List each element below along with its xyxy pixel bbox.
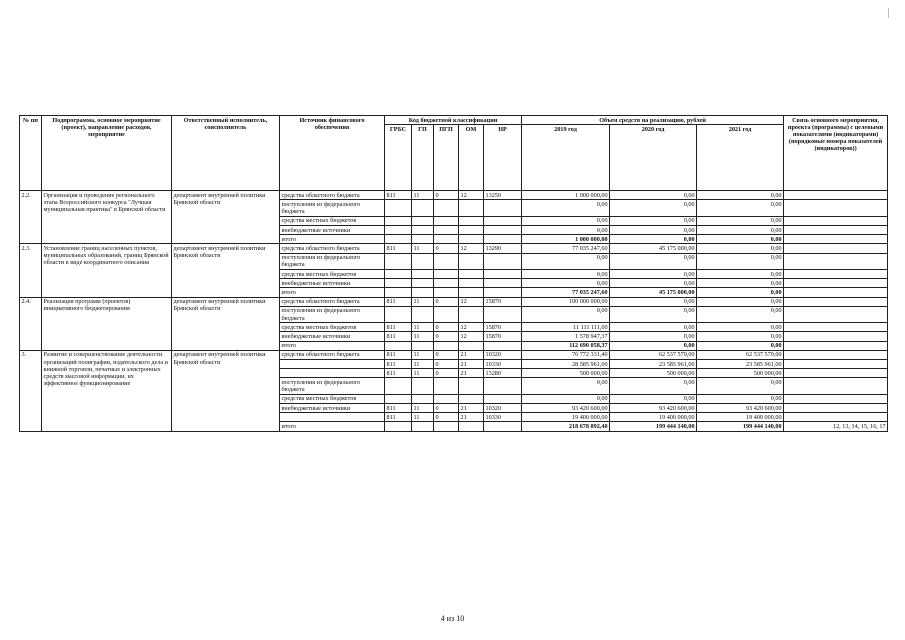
nr-cell bbox=[484, 341, 522, 350]
item-number: 2.3. bbox=[20, 244, 42, 297]
table-row bbox=[20, 297, 888, 306]
amount-2020-cell: 0,00 bbox=[610, 394, 697, 403]
pgp-cell bbox=[434, 341, 459, 350]
om-cell: 12 bbox=[459, 244, 484, 253]
amount-2019-cell: 0,00 bbox=[522, 394, 610, 403]
responsible-executor: департамент внутренней политики Брянской области bbox=[172, 244, 280, 297]
amount-2020-cell: 0,00 bbox=[610, 191, 697, 200]
amount-2021-cell: 19 400 000,00 bbox=[697, 413, 784, 422]
amount-2019-cell: 0,00 bbox=[522, 270, 610, 279]
grbs-cell bbox=[385, 200, 412, 216]
indicator-link-cell: 12, 13, 14, 15, 16, 17 bbox=[784, 422, 888, 431]
gp-cell: 11 bbox=[412, 413, 434, 422]
nr-cell: 13250 bbox=[484, 191, 522, 200]
indicator-link-cell bbox=[784, 253, 888, 269]
nr-cell: 10330 bbox=[484, 413, 522, 422]
indicator-link-cell bbox=[784, 279, 888, 288]
nr-cell bbox=[484, 270, 522, 279]
gp-cell bbox=[412, 235, 434, 244]
om-cell: 21 bbox=[459, 360, 484, 369]
header-2019: 2019 год bbox=[522, 125, 610, 191]
pgp-cell: 0 bbox=[434, 191, 459, 200]
table-row bbox=[20, 244, 888, 253]
grbs-cell bbox=[385, 422, 412, 431]
indicator-link-cell bbox=[784, 270, 888, 279]
amount-2021-cell: 0,00 bbox=[697, 288, 784, 297]
om-cell bbox=[459, 378, 484, 394]
grbs-cell bbox=[385, 279, 412, 288]
amount-2019-cell: 112 690 058,37 bbox=[522, 341, 610, 350]
amount-2019-cell: 93 420 600,00 bbox=[522, 404, 610, 413]
source-cell bbox=[280, 369, 385, 378]
pgp-cell: 0 bbox=[434, 413, 459, 422]
amount-2020-cell: 93 420 600,00 bbox=[610, 404, 697, 413]
nr-cell bbox=[484, 279, 522, 288]
amount-2019-cell: 1 578 947,37 bbox=[522, 332, 610, 341]
om-cell bbox=[459, 306, 484, 322]
source-cell: поступления из федерального бюджета bbox=[280, 200, 385, 216]
pgp-cell bbox=[434, 200, 459, 216]
grbs-cell bbox=[385, 270, 412, 279]
header-om: ОМ bbox=[459, 125, 484, 191]
amount-2020-cell: 45 175 000,00 bbox=[610, 288, 697, 297]
om-cell: 21 bbox=[459, 350, 484, 359]
table-row bbox=[20, 350, 888, 359]
amount-2020-cell: 62 537 579,00 bbox=[610, 350, 697, 359]
om-cell bbox=[459, 422, 484, 431]
nr-cell bbox=[484, 306, 522, 322]
amount-2021-cell: 0,00 bbox=[697, 191, 784, 200]
om-cell bbox=[459, 226, 484, 235]
om-cell bbox=[459, 235, 484, 244]
nr-cell: 13280 bbox=[484, 369, 522, 378]
activity-name: Реализация программ (проектов) инициативного бюджетирования bbox=[42, 297, 172, 350]
grbs-cell bbox=[385, 226, 412, 235]
amount-2019-cell: 500 000,00 bbox=[522, 369, 610, 378]
om-cell: 21 bbox=[459, 369, 484, 378]
header-source: Источник финансового обеспечения bbox=[280, 116, 385, 191]
nr-cell: 10320 bbox=[484, 350, 522, 359]
page-number: 4 из 10 bbox=[440, 614, 465, 623]
gp-cell bbox=[412, 200, 434, 216]
om-cell: 12 bbox=[459, 297, 484, 306]
indicator-link-cell bbox=[784, 216, 888, 225]
responsible-executor: департамент внутренней политики Брянской области bbox=[172, 350, 280, 431]
amount-2020-cell: 0,00 bbox=[610, 226, 697, 235]
pgp-cell bbox=[434, 279, 459, 288]
source-cell: средства местных бюджетов bbox=[280, 216, 385, 225]
grbs-cell: 811 bbox=[385, 297, 412, 306]
om-cell bbox=[459, 341, 484, 350]
budget-table bbox=[19, 115, 888, 432]
gp-cell: 11 bbox=[412, 297, 434, 306]
activity-name: Организация и проведение регионального этапа Всероссийского конкурса "Лучшая муниципальная практика" в Брянской области bbox=[42, 191, 172, 244]
indicator-link-cell bbox=[784, 413, 888, 422]
gp-cell: 11 bbox=[412, 332, 434, 341]
amount-2020-cell: 0,00 bbox=[610, 216, 697, 225]
amount-2020-cell: 19 400 000,00 bbox=[610, 413, 697, 422]
nr-cell bbox=[484, 422, 522, 431]
pgp-cell bbox=[434, 235, 459, 244]
scan-edge-mark bbox=[888, 8, 889, 18]
om-cell: 21 bbox=[459, 404, 484, 413]
header-nr: НР bbox=[484, 125, 522, 191]
gp-cell bbox=[412, 288, 434, 297]
amount-2021-cell: 23 585 961,00 bbox=[697, 360, 784, 369]
indicator-link-cell bbox=[784, 288, 888, 297]
amount-2020-cell: 500 000,00 bbox=[610, 369, 697, 378]
amount-2019-cell: 0,00 bbox=[522, 216, 610, 225]
amount-2019-cell: 0,00 bbox=[522, 200, 610, 216]
indicator-link-cell bbox=[784, 332, 888, 341]
indicator-link-cell bbox=[784, 341, 888, 350]
amount-2020-cell: 0,00 bbox=[610, 235, 697, 244]
amount-2021-cell: 0,00 bbox=[697, 216, 784, 225]
indicator-link-cell bbox=[784, 360, 888, 369]
pgp-cell bbox=[434, 306, 459, 322]
pgp-cell: 0 bbox=[434, 360, 459, 369]
source-cell: итого bbox=[280, 235, 385, 244]
gp-cell: 11 bbox=[412, 350, 434, 359]
source-cell: средства местных бюджетов bbox=[280, 270, 385, 279]
amount-2021-cell: 0,00 bbox=[697, 226, 784, 235]
amount-2021-cell: 0,00 bbox=[697, 200, 784, 216]
source-cell: поступления из федерального бюджета bbox=[280, 378, 385, 394]
gp-cell: 11 bbox=[412, 369, 434, 378]
pgp-cell: 0 bbox=[434, 297, 459, 306]
nr-cell bbox=[484, 394, 522, 403]
header-grbs: ГРБС bbox=[385, 125, 412, 191]
table-row bbox=[20, 191, 888, 200]
gp-cell: 11 bbox=[412, 404, 434, 413]
grbs-cell bbox=[385, 288, 412, 297]
indicator-link-cell bbox=[784, 323, 888, 332]
amount-2020-cell: 0,00 bbox=[610, 323, 697, 332]
activity-name: Развитие и совершенствование деятельности организаций полиграфии, издательского дела и книжной торговли, печатных и электронных средств массовой информации, их эффективное функционирование bbox=[42, 350, 172, 431]
amount-2021-cell: 0,00 bbox=[697, 323, 784, 332]
amount-2021-cell: 500 000,00 bbox=[697, 369, 784, 378]
grbs-cell: 811 bbox=[385, 332, 412, 341]
indicator-link-cell bbox=[784, 200, 888, 216]
om-cell: 21 bbox=[459, 413, 484, 422]
amount-2021-cell: 0,00 bbox=[697, 306, 784, 322]
nr-cell: 10330 bbox=[484, 360, 522, 369]
amount-2021-cell: 0,00 bbox=[697, 341, 784, 350]
amount-2020-cell: 45 175 000,00 bbox=[610, 244, 697, 253]
indicator-link-cell bbox=[784, 404, 888, 413]
gp-cell bbox=[412, 341, 434, 350]
table-body bbox=[20, 191, 888, 431]
amount-2020-cell: 0,00 bbox=[610, 279, 697, 288]
om-cell bbox=[459, 279, 484, 288]
source-cell: внебюджетные источники bbox=[280, 332, 385, 341]
om-cell bbox=[459, 216, 484, 225]
pgp-cell: 0 bbox=[434, 404, 459, 413]
source-cell: внебюджетные источники bbox=[280, 404, 385, 413]
indicator-link-cell bbox=[784, 394, 888, 403]
grbs-cell bbox=[385, 394, 412, 403]
amount-2019-cell: 1 000 000,00 bbox=[522, 191, 610, 200]
header-2021: 2021 год bbox=[697, 125, 784, 191]
amount-2021-cell: 0,00 bbox=[697, 394, 784, 403]
grbs-cell: 811 bbox=[385, 404, 412, 413]
header-budget-code-group: Код бюджетной классификации bbox=[385, 116, 522, 125]
gp-cell: 11 bbox=[412, 360, 434, 369]
amount-2020-cell: 0,00 bbox=[610, 297, 697, 306]
item-number: 2.4. bbox=[20, 297, 42, 350]
gp-cell: 11 bbox=[412, 323, 434, 332]
amount-2021-cell: 0,00 bbox=[697, 297, 784, 306]
grbs-cell bbox=[385, 235, 412, 244]
indicator-link-cell bbox=[784, 369, 888, 378]
pgp-cell bbox=[434, 226, 459, 235]
pgp-cell: 0 bbox=[434, 350, 459, 359]
amount-2020-cell: 0,00 bbox=[610, 332, 697, 341]
amount-2019-cell: 218 678 892,40 bbox=[522, 422, 610, 431]
pgp-cell bbox=[434, 378, 459, 394]
amount-2020-cell: 199 444 140,00 bbox=[610, 422, 697, 431]
amount-2019-cell: 0,00 bbox=[522, 279, 610, 288]
amount-2021-cell: 93 420 600,00 bbox=[697, 404, 784, 413]
nr-cell: 15870 bbox=[484, 332, 522, 341]
amount-2019-cell: 100 000 000,00 bbox=[522, 297, 610, 306]
pgp-cell bbox=[434, 394, 459, 403]
amount-2021-cell: 0,00 bbox=[697, 235, 784, 244]
nr-cell bbox=[484, 226, 522, 235]
grbs-cell bbox=[385, 378, 412, 394]
gp-cell: 11 bbox=[412, 191, 434, 200]
pgp-cell bbox=[434, 270, 459, 279]
grbs-cell: 811 bbox=[385, 350, 412, 359]
nr-cell: 15870 bbox=[484, 323, 522, 332]
amount-2019-cell: 0,00 bbox=[522, 378, 610, 394]
source-cell: итого bbox=[280, 341, 385, 350]
gp-cell bbox=[412, 226, 434, 235]
grbs-cell bbox=[385, 216, 412, 225]
grbs-cell: 811 bbox=[385, 191, 412, 200]
source-cell: поступления из федерального бюджета bbox=[280, 306, 385, 322]
om-cell: 12 bbox=[459, 191, 484, 200]
header-responsible: Ответственный исполнитель, соисполнитель bbox=[172, 116, 280, 191]
om-cell: 12 bbox=[459, 323, 484, 332]
header-row-1 bbox=[20, 116, 888, 125]
indicator-link-cell bbox=[784, 297, 888, 306]
amount-2021-cell: 62 537 579,00 bbox=[697, 350, 784, 359]
gp-cell: 11 bbox=[412, 244, 434, 253]
source-cell: средства областного бюджета bbox=[280, 191, 385, 200]
gp-cell bbox=[412, 216, 434, 225]
om-cell bbox=[459, 270, 484, 279]
amount-2021-cell: 0,00 bbox=[697, 270, 784, 279]
amount-2021-cell: 0,00 bbox=[697, 332, 784, 341]
amount-2020-cell: 0,00 bbox=[610, 200, 697, 216]
amount-2020-cell: 0,00 bbox=[610, 253, 697, 269]
grbs-cell bbox=[385, 306, 412, 322]
pgp-cell: 0 bbox=[434, 323, 459, 332]
pgp-cell bbox=[434, 216, 459, 225]
amount-2019-cell: 76 772 331,40 bbox=[522, 350, 610, 359]
grbs-cell: 811 bbox=[385, 369, 412, 378]
amount-2021-cell: 0,00 bbox=[697, 244, 784, 253]
grbs-cell: 811 bbox=[385, 244, 412, 253]
nr-cell bbox=[484, 288, 522, 297]
nr-cell: 15870 bbox=[484, 297, 522, 306]
om-cell bbox=[459, 394, 484, 403]
gp-cell bbox=[412, 253, 434, 269]
indicator-link-cell bbox=[784, 306, 888, 322]
indicator-link-cell bbox=[784, 235, 888, 244]
amount-2020-cell: 0,00 bbox=[610, 306, 697, 322]
pgp-cell: 0 bbox=[434, 369, 459, 378]
responsible-executor: департамент внутренней политики Брянской области bbox=[172, 191, 280, 244]
amount-2020-cell: 0,00 bbox=[610, 341, 697, 350]
nr-cell: 10320 bbox=[484, 404, 522, 413]
nr-cell bbox=[484, 200, 522, 216]
gp-cell bbox=[412, 394, 434, 403]
pgp-cell: 0 bbox=[434, 244, 459, 253]
header-link: Связь основного мероприятия, проекта (программы) с целевыми показателями (индикаторами) (порядковые номера показателей (индикаторов)) bbox=[784, 116, 888, 191]
nr-cell bbox=[484, 378, 522, 394]
amount-2019-cell: 11 111 111,00 bbox=[522, 323, 610, 332]
source-cell bbox=[280, 413, 385, 422]
nr-cell bbox=[484, 235, 522, 244]
amount-2019-cell: 77 035 247,60 bbox=[522, 244, 610, 253]
header-volume-group: Объем средств на реализацию, рублей bbox=[522, 116, 784, 125]
om-cell bbox=[459, 288, 484, 297]
gp-cell bbox=[412, 378, 434, 394]
header-gp: ГП bbox=[412, 125, 434, 191]
amount-2019-cell: 19 400 000,00 bbox=[522, 413, 610, 422]
source-cell bbox=[280, 360, 385, 369]
om-cell bbox=[459, 253, 484, 269]
source-cell: средства областного бюджета bbox=[280, 350, 385, 359]
source-cell: итого bbox=[280, 422, 385, 431]
indicator-link-cell bbox=[784, 191, 888, 200]
pgp-cell bbox=[434, 288, 459, 297]
header-num: № пп bbox=[20, 116, 42, 191]
nr-cell bbox=[484, 253, 522, 269]
header-pgp: ПГП bbox=[434, 125, 459, 191]
nr-cell bbox=[484, 216, 522, 225]
indicator-link-cell bbox=[784, 226, 888, 235]
activity-name: Установление границ населенных пунктов, муниципальных образований, границ Брянской области в виде координатного описания bbox=[42, 244, 172, 297]
source-cell: внебюджетные источники bbox=[280, 279, 385, 288]
amount-2021-cell: 199 444 140,00 bbox=[697, 422, 784, 431]
grbs-cell bbox=[385, 341, 412, 350]
amount-2019-cell: 0,00 bbox=[522, 253, 610, 269]
header-2020: 2020 год bbox=[610, 125, 697, 191]
item-number: 3. bbox=[20, 350, 42, 431]
amount-2021-cell: 0,00 bbox=[697, 378, 784, 394]
indicator-link-cell bbox=[784, 378, 888, 394]
grbs-cell: 811 bbox=[385, 323, 412, 332]
responsible-executor: департамент внутренней политики Брянской области bbox=[172, 297, 280, 350]
amount-2020-cell: 23 585 961,00 bbox=[610, 360, 697, 369]
grbs-cell: 811 bbox=[385, 413, 412, 422]
om-cell: 12 bbox=[459, 332, 484, 341]
amount-2019-cell: 0,00 bbox=[522, 306, 610, 322]
indicator-link-cell bbox=[784, 244, 888, 253]
pgp-cell: 0 bbox=[434, 332, 459, 341]
header-subprogram: Подпрограмма, основное мероприятие (проект), направление расходов, мероприятие bbox=[42, 116, 172, 191]
gp-cell bbox=[412, 422, 434, 431]
gp-cell bbox=[412, 306, 434, 322]
grbs-cell bbox=[385, 253, 412, 269]
source-cell: поступления из федерального бюджета bbox=[280, 253, 385, 269]
item-number: 2.2. bbox=[20, 191, 42, 244]
amount-2019-cell: 77 035 247,60 bbox=[522, 288, 610, 297]
amount-2021-cell: 0,00 bbox=[697, 279, 784, 288]
indicator-link-cell bbox=[784, 350, 888, 359]
amount-2021-cell: 0,00 bbox=[697, 253, 784, 269]
amount-2020-cell: 0,00 bbox=[610, 378, 697, 394]
source-cell: внебюджетные источники bbox=[280, 226, 385, 235]
amount-2019-cell: 1 000 000,00 bbox=[522, 235, 610, 244]
amount-2019-cell: 28 585 961,00 bbox=[522, 360, 610, 369]
source-cell: итого bbox=[280, 288, 385, 297]
source-cell: средства местных бюджетов bbox=[280, 394, 385, 403]
gp-cell bbox=[412, 279, 434, 288]
amount-2019-cell: 0,00 bbox=[522, 226, 610, 235]
source-cell: средства областного бюджета bbox=[280, 244, 385, 253]
pgp-cell bbox=[434, 422, 459, 431]
source-cell: средства областного бюджета bbox=[280, 297, 385, 306]
gp-cell bbox=[412, 270, 434, 279]
grbs-cell: 811 bbox=[385, 360, 412, 369]
om-cell bbox=[459, 200, 484, 216]
source-cell: средства местных бюджетов bbox=[280, 323, 385, 332]
nr-cell: 13290 bbox=[484, 244, 522, 253]
pgp-cell bbox=[434, 253, 459, 269]
amount-2020-cell: 0,00 bbox=[610, 270, 697, 279]
